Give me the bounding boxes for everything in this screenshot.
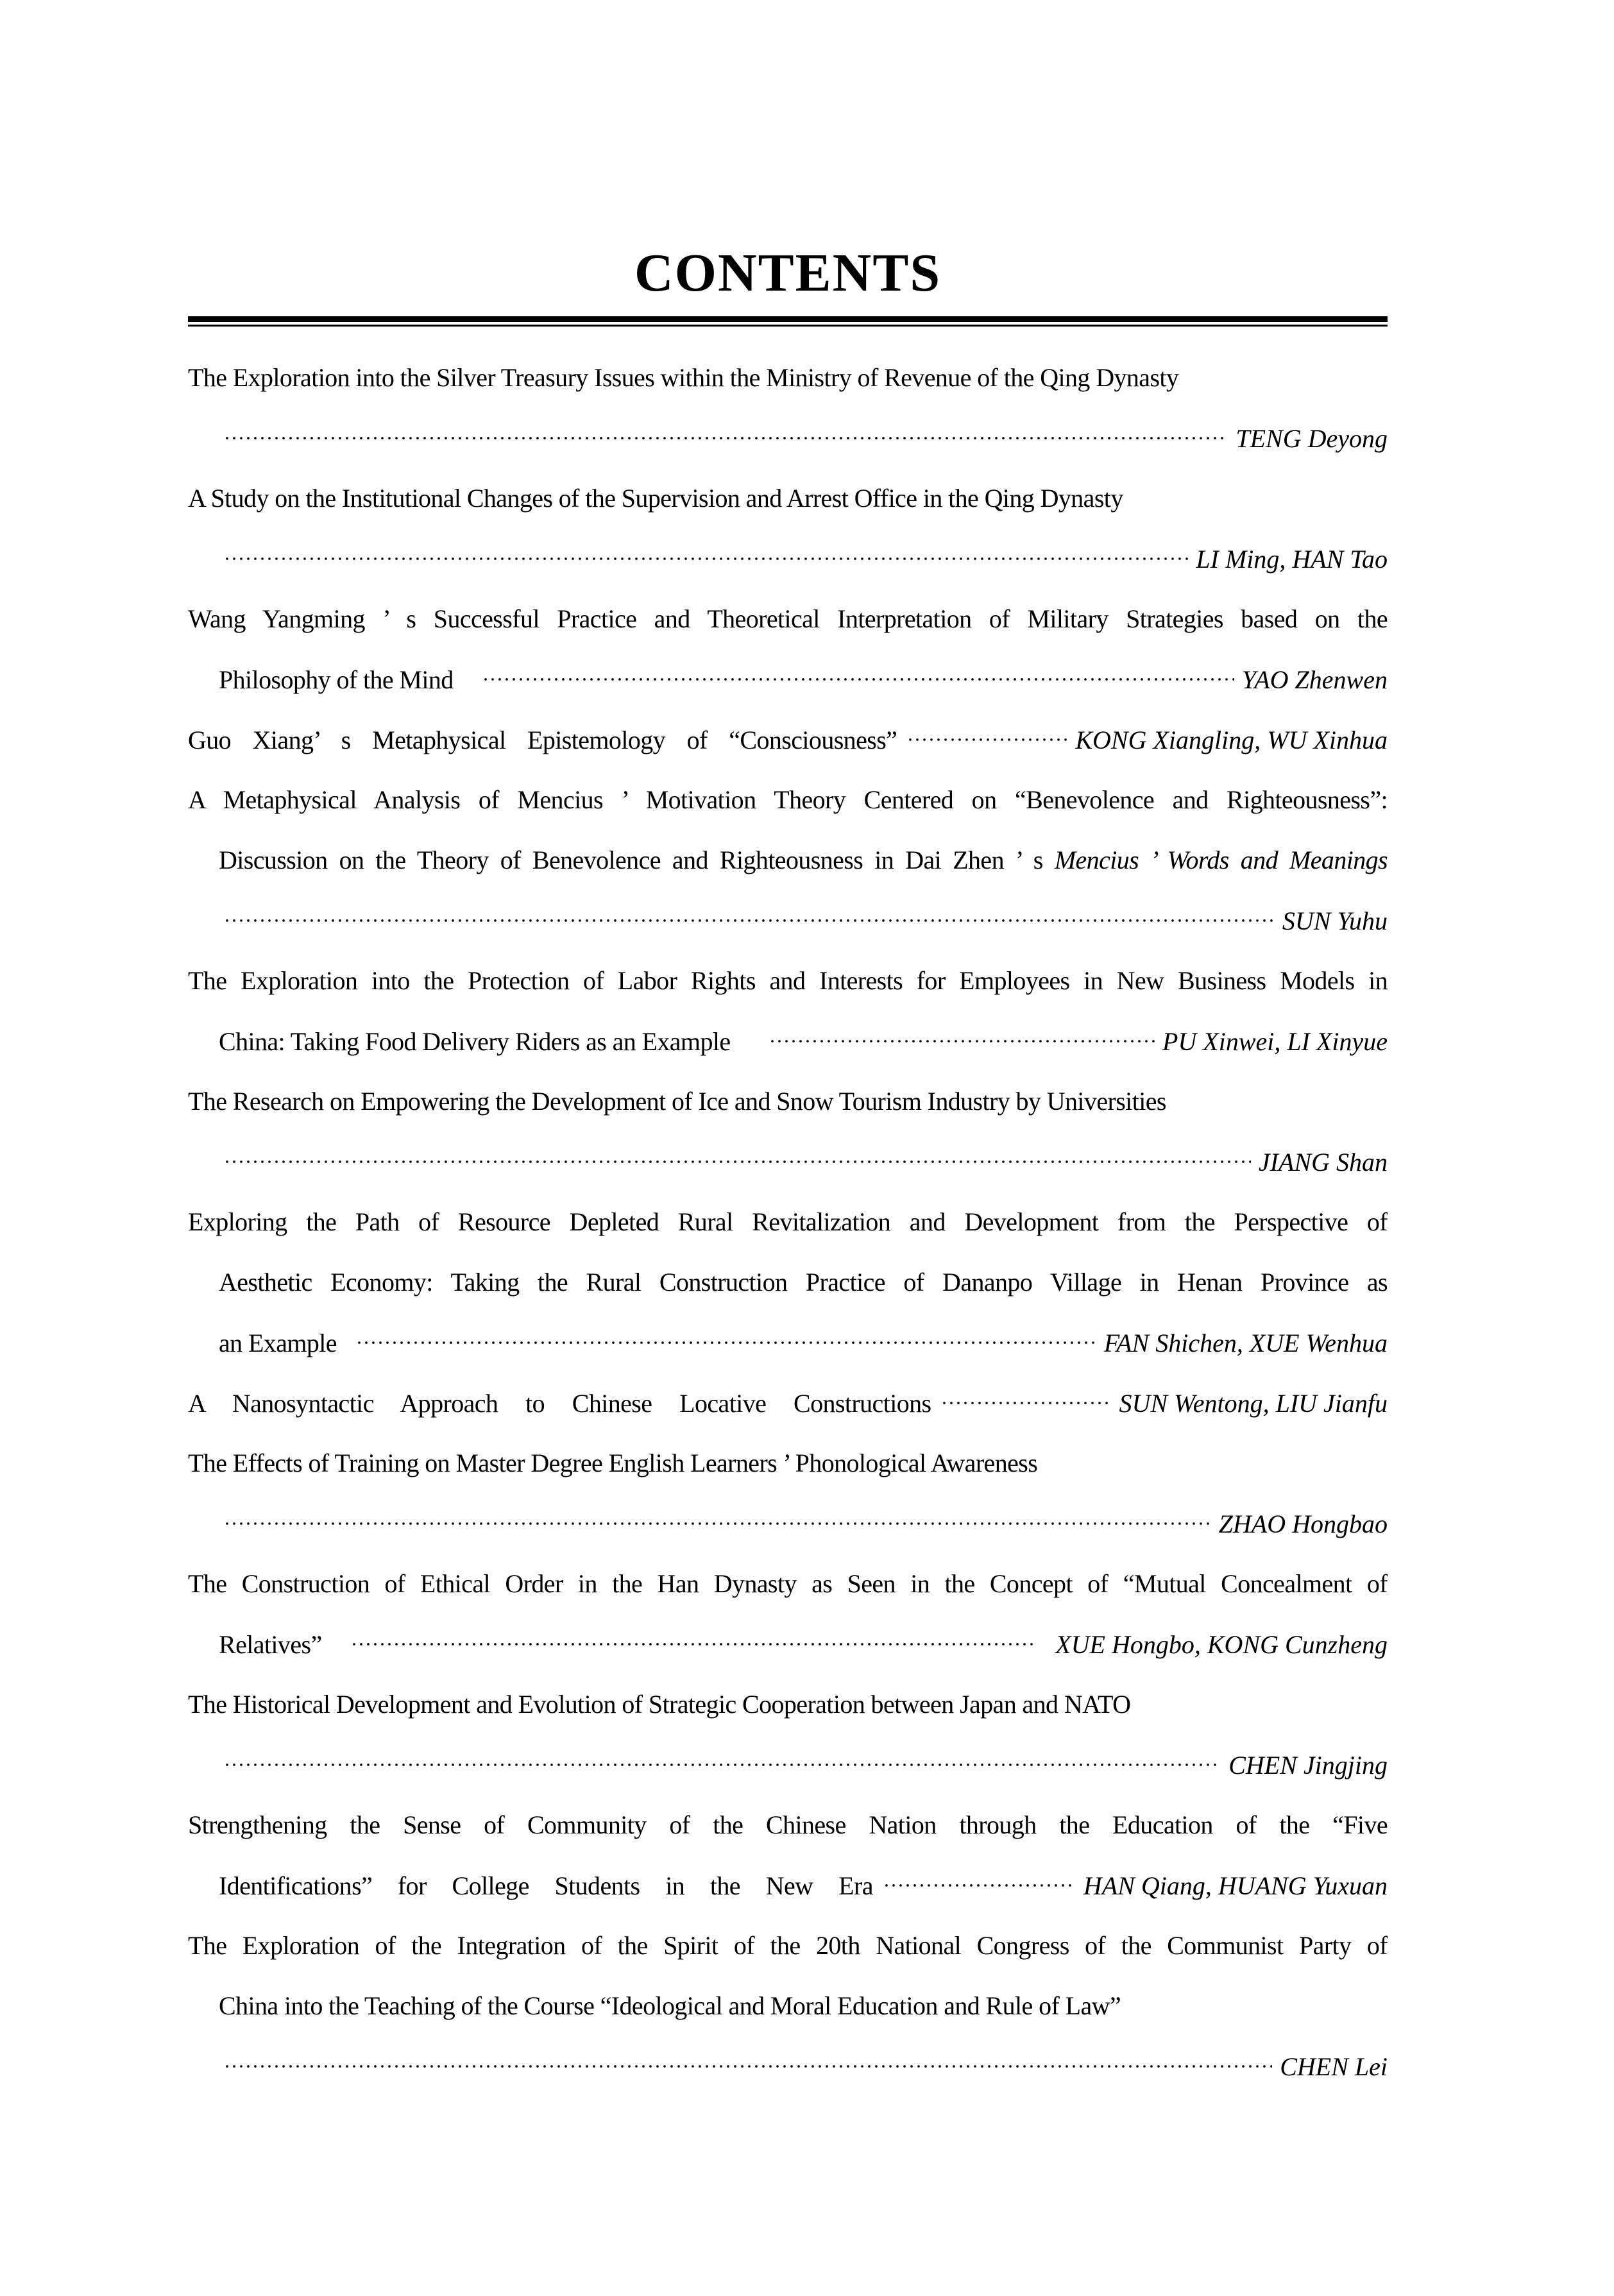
- toc-entry: [188, 710, 1388, 770]
- dotted-leader: [356, 1338, 1096, 1347]
- entry-authors: FAN Shichen, XUE Wenhua: [1103, 1328, 1388, 1357]
- entry-authors: TENG Deyong: [1236, 423, 1388, 453]
- entry-leader-line: [188, 710, 1388, 770]
- dotted-leader: [224, 1519, 1211, 1528]
- title-text: Strengthening the Sense of Community of the Chinese Nation through the Education of the “Five: [188, 1810, 1388, 1839]
- entry-title-line: [188, 770, 1388, 830]
- book-title-italic: Mencius ’ Words and Meanings: [1054, 846, 1388, 874]
- entry-pretext: Identifications” for College Students in the New Era: [219, 1871, 873, 1900]
- dotted-leader: [351, 1640, 1037, 1649]
- entry-authors: XUE Hongbo, KONG Cunzheng: [1055, 1629, 1388, 1659]
- dotted-leader: [224, 1760, 1221, 1769]
- entry-leader-line: [188, 529, 1388, 589]
- page-title-row: [188, 242, 1388, 304]
- entry-pretext: Philosophy of the Mind: [219, 665, 454, 694]
- toc-entry: [188, 1554, 1388, 1674]
- entry-leader-line: [188, 1373, 1388, 1433]
- entry-title-line: [188, 1192, 1388, 1252]
- title-text: The Exploration of the Integration of the Spirit of the 20th National Congress of the Communist Party of: [188, 1931, 1388, 1960]
- dotted-leader: [482, 675, 1234, 684]
- entry-leader-line: [188, 1011, 1388, 1071]
- toc-entry: [188, 1373, 1388, 1433]
- entry-title-line: [188, 1916, 1388, 1976]
- entry-authors: SUN Yuhu: [1282, 906, 1388, 935]
- dotted-leader: [224, 434, 1228, 443]
- entry-leader-line: [188, 649, 1388, 710]
- toc-entry: [188, 951, 1388, 1071]
- entry-authors: JIANG Shan: [1258, 1147, 1388, 1177]
- dotted-leader: [907, 735, 1067, 744]
- entry-leader-line: [188, 408, 1388, 468]
- toc-entry: [188, 348, 1388, 468]
- toc-entry: [188, 1795, 1388, 1916]
- entry-authors: HAN Qiang, HUANG Yuxuan: [1083, 1871, 1388, 1900]
- double-rule: [188, 316, 1388, 327]
- dotted-leader: [883, 1881, 1076, 1890]
- toc-entry: [188, 589, 1388, 710]
- entry-pretext: an Example: [219, 1328, 337, 1357]
- entry-leader-line: [188, 1614, 1388, 1674]
- title-text: A Metaphysical Analysis of Mencius ’ Motivation Theory Centered on “Benevolence and Righteousness”:: [188, 785, 1388, 814]
- entry-title-line: [188, 1071, 1388, 1132]
- entry-title-line: [188, 348, 1388, 408]
- dotted-leader: [224, 1157, 1251, 1166]
- entry-leader-line: [188, 2036, 1388, 2096]
- title-text: Wang Yangming ’ s Successful Practice and Theoretical Interpretation of Military Strategies based on the: [188, 604, 1388, 633]
- entry-title-line: [188, 1674, 1388, 1735]
- title-text: A Study on the Institutional Changes of the Supervision and Arrest Office in the Qing Dynasty: [188, 484, 1123, 513]
- toc-entry: [188, 468, 1388, 589]
- entry-pretext: China: Taking Food Delivery Riders as an Example: [219, 1026, 731, 1056]
- title-text: The Effects of Training on Master Degree English Learners ’ Phonological Awareness: [188, 1449, 1038, 1477]
- title-text: The Exploration into the Silver Treasury Issues within the Ministry of Revenue of the Qing Dynasty: [188, 363, 1179, 392]
- title-text: Discussion on the Theory of Benevolence and Righteousness in Dai Zhen ’ s: [219, 846, 1055, 874]
- toc-entry: [188, 1192, 1388, 1373]
- entry-authors: CHEN Lei: [1280, 2052, 1388, 2081]
- entry-authors: CHEN Jingjing: [1228, 1750, 1388, 1780]
- entry-authors: LI Ming, HAN Tao: [1196, 544, 1388, 574]
- entry-authors: KONG Xiangling, WU Xinhua: [1075, 725, 1388, 754]
- title-text: China into the Teaching of the Course “Ideological and Moral Education and Rule of Law”: [219, 1991, 1121, 2020]
- entry-title-line: [188, 1433, 1388, 1493]
- title-text: The Historical Development and Evolution of Strategic Cooperation between Japan and NATO: [188, 1690, 1131, 1719]
- dotted-leader: [769, 1037, 1155, 1046]
- entry-leader-line: [188, 890, 1388, 951]
- entry-title-line: [188, 1795, 1388, 1855]
- title-text: Exploring the Path of Resource Depleted Rural Revitalization and Development from the Perspective of: [188, 1207, 1388, 1236]
- entry-title-line: [188, 1976, 1388, 2036]
- entry-title-line: [188, 1554, 1388, 1614]
- title-text: The Construction of Ethical Order in the Han Dynasty as Seen in the Concept of “Mutual Concealment of: [188, 1569, 1388, 1598]
- page-title: CONTENTS: [634, 243, 942, 303]
- entry-leader-line: [188, 1855, 1388, 1916]
- entry-leader-line: [188, 1735, 1388, 1795]
- toc: [188, 348, 1388, 2096]
- entry-title-line: [188, 1252, 1388, 1313]
- entry-title-line: [188, 951, 1388, 1011]
- title-text: The Exploration into the Protection of Labor Rights and Interests for Employees in New Business Models in: [188, 966, 1388, 995]
- entry-pretext: Guo Xiang’ s Metaphysical Epistemology of “Consciousness”: [188, 725, 897, 754]
- entry-leader-line: [188, 1313, 1388, 1373]
- entry-title-line: [188, 589, 1388, 649]
- entry-authors: PU Xinwei, LI Xinyue: [1162, 1026, 1388, 1056]
- toc-entry: [188, 770, 1388, 951]
- entry-title-line: [188, 468, 1388, 529]
- entry-leader-line: [188, 1132, 1388, 1192]
- dotted-leader: [941, 1399, 1111, 1407]
- toc-entry: [188, 1071, 1388, 1192]
- entry-title-line: [188, 830, 1388, 890]
- toc-entry: [188, 1674, 1388, 1795]
- entry-leader-line: [188, 1493, 1388, 1554]
- entry-authors: SUN Wentong, LIU Jianfu: [1119, 1388, 1388, 1418]
- title-text: Aesthetic Economy: Taking the Rural Construction Practice of Dananpo Village in Henan Province as: [219, 1268, 1388, 1297]
- entry-pretext: A Nanosyntactic Approach to Chinese Locative Constructions: [188, 1388, 931, 1418]
- toc-entry: [188, 1433, 1388, 1554]
- dotted-leader: [224, 554, 1188, 563]
- entry-authors: YAO Zhenwen: [1241, 665, 1388, 694]
- dotted-leader: [224, 916, 1275, 925]
- toc-entry: [188, 1916, 1388, 2096]
- entry-authors: ZHAO Hongbao: [1218, 1509, 1388, 1538]
- dotted-leader: [224, 2062, 1272, 2071]
- title-text: The Research on Empowering the Development of Ice and Snow Tourism Industry by Universities: [188, 1087, 1166, 1116]
- entry-pretext: Relatives”: [219, 1629, 322, 1659]
